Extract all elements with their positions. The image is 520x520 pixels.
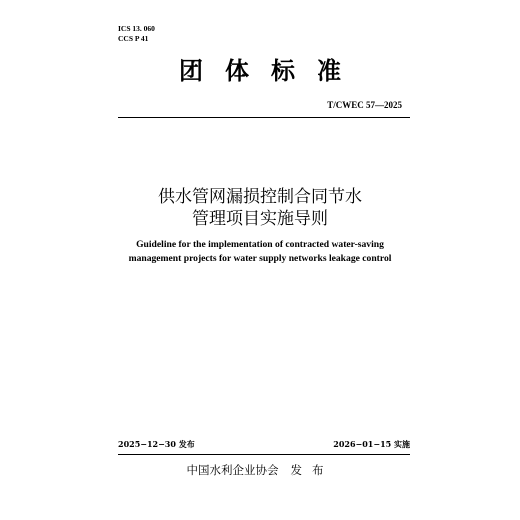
- english-title-line-2: management projects for water supply networks leakage control: [128, 253, 392, 264]
- standard-type-heading: 团体标准: [179, 57, 363, 85]
- classification-codes: [118, 24, 155, 44]
- ccs-code: CCS P 41: [118, 34, 149, 43]
- issue-date: 2025−12−30 发布: [118, 439, 195, 449]
- english-title: [0, 238, 520, 266]
- chinese-title-line-1: 供水管网漏损控制合同节水: [158, 187, 362, 207]
- publish-label: 发布: [290, 463, 334, 477]
- top-divider: [118, 117, 410, 118]
- chinese-title-line-2: 管理项目实施导则: [192, 209, 328, 229]
- publisher-line: [0, 462, 520, 478]
- implementation-date: 2026−01−15 实施: [333, 439, 410, 449]
- chinese-title: [0, 186, 520, 230]
- english-title-line-1: Guideline for the implementation of contracted water-saving: [136, 239, 384, 250]
- bottom-divider: [118, 454, 410, 455]
- standard-number: T/CWEC 57—2025: [327, 100, 402, 110]
- publisher-name: 中国水利企业协会: [186, 463, 279, 477]
- ics-code: ICS 13. 060: [118, 24, 155, 33]
